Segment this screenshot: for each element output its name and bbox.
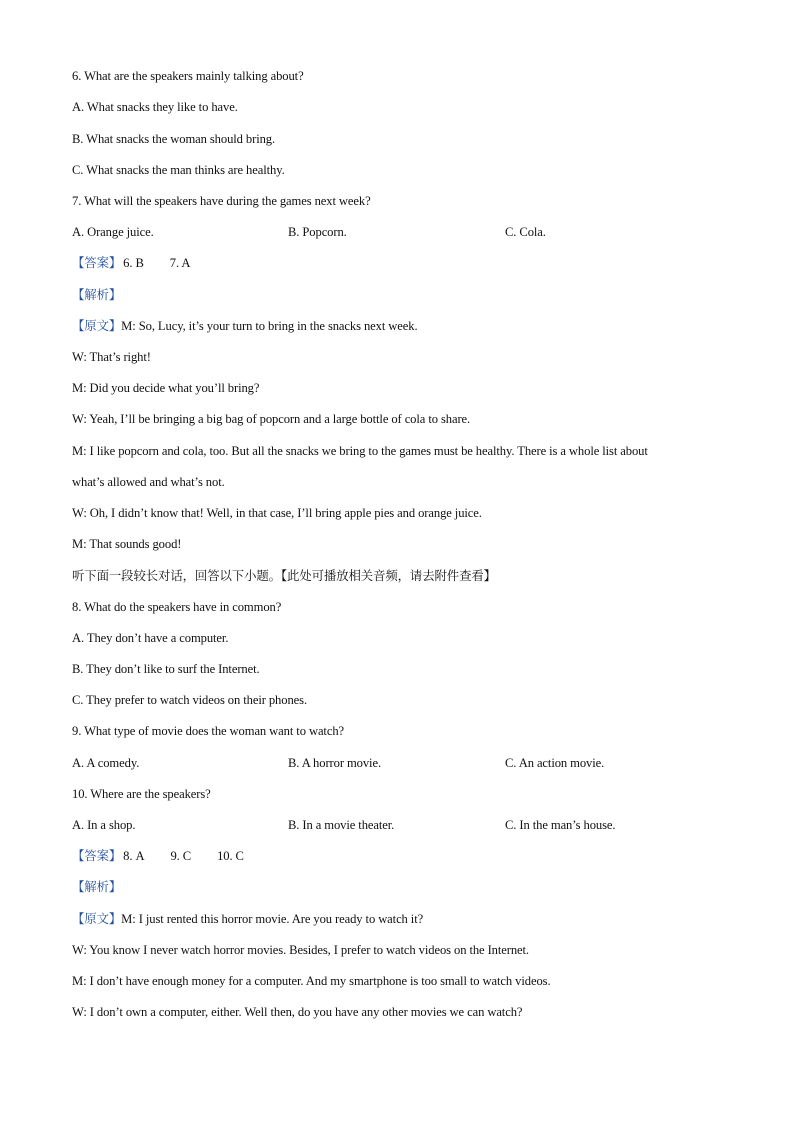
- transcript-1-line-7: W: Oh, I didn’t know that! Well, in that case, I’ll bring apple pies and orange juice.: [72, 506, 482, 520]
- question-10: 10. Where are the speakers?: [72, 787, 211, 801]
- transcript-2-line-3: M: I don’t have enough money for a computer. And my smartphone is too small to watch videos.: [72, 974, 551, 988]
- transcript-1-line-2: W: That’s right!: [72, 350, 151, 364]
- q10-option-c: C. In the man’s house.: [505, 818, 616, 832]
- answer-9: 9. C: [170, 849, 192, 863]
- transcript-1-line-8: M: That sounds good!: [72, 537, 182, 551]
- analysis-heading-2: [72, 879, 121, 895]
- q6-option-b: B. What snacks the woman should bring.: [72, 132, 276, 146]
- question-6: 6. What are the speakers mainly talking about?: [72, 69, 304, 83]
- transcript-text: M: So, Lucy, it’s your turn to bring in the snacks next week.: [121, 319, 418, 333]
- transcript-1-line-4: W: Yeah, I’ll be bringing a big bag of popcorn and a large bottle of cola to share.: [72, 412, 471, 426]
- q7-options: [72, 224, 722, 240]
- analysis-heading-1: [72, 287, 121, 303]
- answer-tag: 【答案】: [72, 848, 122, 863]
- analysis-tag: 【解析】: [72, 287, 122, 302]
- q7-option-b: B. Popcorn.: [288, 225, 347, 239]
- q9-options: [72, 755, 722, 771]
- answer-tag: 【答案】: [72, 255, 122, 270]
- q8-option-c: C. They prefer to watch videos on their phones.: [72, 693, 307, 707]
- answer-7: 7. A: [169, 256, 191, 270]
- transcript-2-line-4: W: I don’t own a computer, either. Well then, do you have any other movies we can watch?: [72, 1005, 523, 1019]
- q7-option-a: A. Orange juice.: [72, 225, 154, 239]
- answer-8: 8. A: [123, 849, 145, 863]
- transcript-1-line-3: M: Did you decide what you’ll bring?: [72, 381, 260, 395]
- q10-options: [72, 817, 722, 833]
- q9-option-c: C. An action movie.: [505, 756, 605, 770]
- question-8: 8. What do the speakers have in common?: [72, 600, 282, 614]
- q10-option-a: A. In a shop.: [72, 818, 136, 832]
- transcript-tag: 【原文】: [72, 911, 122, 926]
- q9-option-b: B. A horror movie.: [288, 756, 381, 770]
- question-9: 9. What type of movie does the woman want to watch?: [72, 724, 345, 738]
- q9-option-a: A. A comedy.: [72, 756, 140, 770]
- transcript-1-line-5: M: I like popcorn and cola, too. But all the snacks we bring to the games must be healthy. There is a whole list about: [72, 444, 648, 458]
- transcript-1-line-1: [72, 318, 418, 334]
- transcript-2-line-2: W: You know I never watch horror movies. Besides, I prefer to watch videos on the Internet.: [72, 943, 529, 957]
- q10-option-b: B. In a movie theater.: [288, 818, 395, 832]
- transcript-2-line-1: [72, 911, 423, 927]
- q8-option-b: B. They don’t like to surf the Internet.: [72, 662, 260, 676]
- q8-option-a: A. They don’t have a computer.: [72, 631, 229, 645]
- q7-option-c: C. Cola.: [505, 225, 546, 239]
- transcript-text: M: I just rented this horror movie. Are you ready to watch it?: [121, 912, 424, 926]
- analysis-tag: 【解析】: [72, 879, 122, 894]
- answer-10: 10. C: [217, 849, 244, 863]
- answer-6: 6. B: [123, 256, 144, 270]
- answer-line-2: [72, 848, 244, 864]
- question-7: 7. What will the speakers have during the games next week?: [72, 194, 371, 208]
- transcript-tag: 【原文】: [72, 318, 122, 333]
- q6-option-a: A. What snacks they like to have.: [72, 100, 238, 114]
- listening-instruction: 听下面一段较长对话，回答以下小题。【此处可播放相关音频，请去附件查看】: [72, 568, 496, 583]
- answer-line-1: [72, 255, 190, 271]
- transcript-1-line-6: what’s allowed and what’s not.: [72, 475, 225, 489]
- q6-option-c: C. What snacks the man thinks are healthy.: [72, 163, 285, 177]
